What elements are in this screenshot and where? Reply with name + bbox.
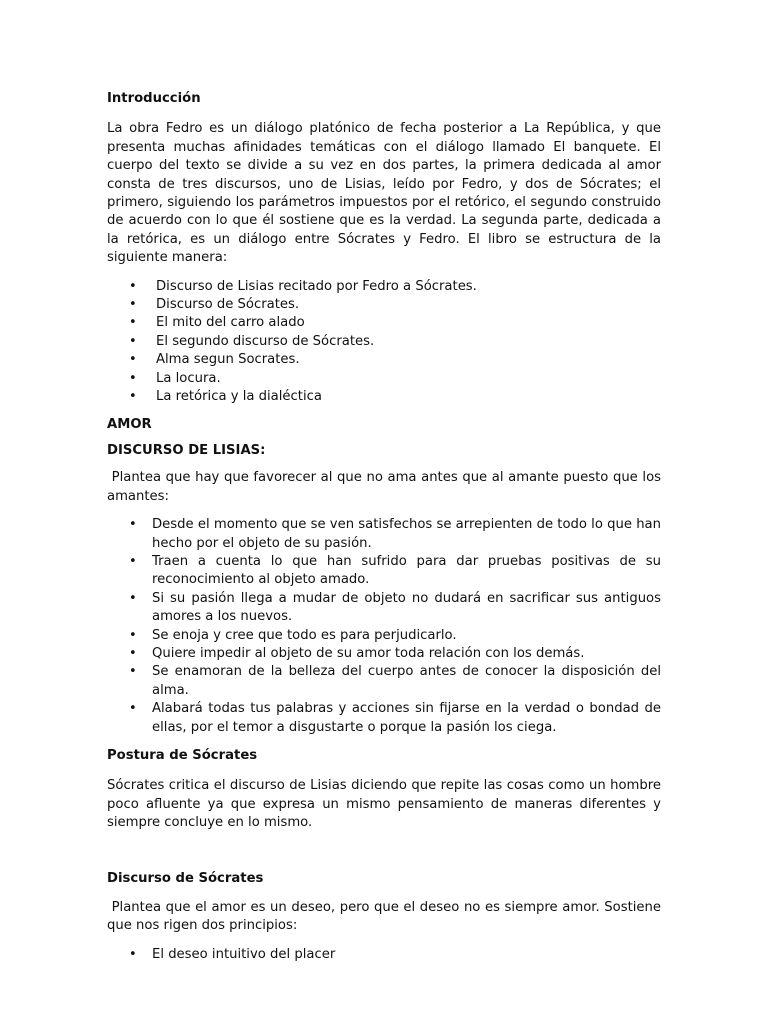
lisias-paragraph: Plantea que hay que favorecer al que no ama antes que al amante puesto que los amantes:	[107, 470, 666, 504]
socrates-principles-list	[107, 946, 661, 964]
amor-heading: AMOR	[107, 416, 152, 432]
document-page	[107, 90, 666, 964]
bullet-icon: •	[129, 627, 137, 643]
list-item: • Quiere impedir al objeto de su amor toda relación con los demás.	[107, 645, 661, 663]
bullet-icon: •	[129, 553, 137, 569]
bullet-icon: •	[129, 370, 137, 386]
bullet-icon: •	[129, 701, 137, 717]
list-item: • Traen a cuenta lo que han sufrido para dar pruebas positivas de su reconocimiento al objeto amado.	[129, 553, 661, 588]
list-item: • La retórica y la dialéctica	[107, 388, 661, 406]
bullet-icon: •	[129, 517, 137, 533]
postura-paragraph: Sócrates critica el discurso de Lisias diciendo que repite las cosas como un hombre poco afluente ya que expresa un mismo pensamiento de maneras diferentes y siempre concluye en lo mismo.	[107, 778, 661, 831]
list-item: • Discurso de Sócrates.	[107, 296, 661, 314]
list-item: • El segundo discurso de Sócrates.	[107, 333, 661, 351]
bullet-icon: •	[129, 297, 137, 313]
lisias-amantes-list	[107, 516, 661, 737]
bullet-icon: •	[129, 315, 137, 331]
lisias-heading: DISCURSO DE LISIAS:	[107, 442, 266, 458]
bullet-icon: •	[129, 278, 137, 294]
list-item: • Si su pasión llega a mudar de objeto no dudará en sacrificar sus antiguos amores a los nuevos.	[129, 590, 661, 625]
intro-heading: Introducción	[107, 91, 201, 106]
list-item: • Se enoja y cree que todo es para perjudicarlo.	[107, 627, 661, 645]
list-item: • Discurso de Lisias recitado por Fedro a Sócrates.	[107, 278, 661, 296]
list-item: • El deseo intuitivo del placer	[107, 946, 661, 964]
intro-structure-list	[107, 278, 661, 407]
list-item: • Desde el momento que se ven satisfechos se arrepienten de todo lo que han hecho por el objeto de su pasión.	[129, 517, 661, 551]
postura-heading: Postura de Sócrates	[107, 748, 258, 763]
list-item: • Alma segun Socrates.	[107, 351, 661, 369]
bullet-icon: •	[129, 352, 137, 368]
bullet-icon: •	[129, 664, 137, 680]
bullet-icon: •	[129, 333, 137, 349]
bullet-icon: •	[129, 645, 137, 661]
bullet-icon: •	[129, 946, 137, 962]
list-item: • El mito del carro alado	[107, 314, 661, 332]
bullet-icon: •	[129, 389, 137, 405]
list-item: • Se enamoran de la belleza del cuerpo antes de conocer la disposición del alma.	[129, 664, 661, 698]
list-item: • La locura.	[107, 370, 661, 388]
intro-paragraph: La obra Fedro es un diálogo platónico de fecha posterior a La República, y que presenta muchas afinidades temáticas con el diálogo llamado El banquete. El cuerpo del texto se divide a su vez en dos partes, la primera dedicada al amor consta de tres discursos, uno de Lisias, leído por Fedro, y dos de Sócrates; el primero, siguiendo los parámetros impuestos por el retórico, el segundo construido de acuerdo con lo que él sostiene que es la verdad. La segunda parte, dedicada a la retórica, es un diálogo entre Sócrates y Fedro. El libro se estructura de la siguiente manera:	[107, 121, 661, 266]
list-item: • Alabará todas tus palabras y acciones sin fijarse en la verdad o bondad de ellas, por el temor a disgustarte o porque la pasión los ciega.	[129, 701, 661, 735]
socrates-heading: Discurso de Sócrates	[107, 870, 264, 886]
socrates-paragraph: Plantea que el amor es un deseo, pero que el deseo no es siempre amor. Sostiene que nos rigen dos principios:	[107, 900, 666, 934]
bullet-icon: •	[129, 590, 137, 606]
